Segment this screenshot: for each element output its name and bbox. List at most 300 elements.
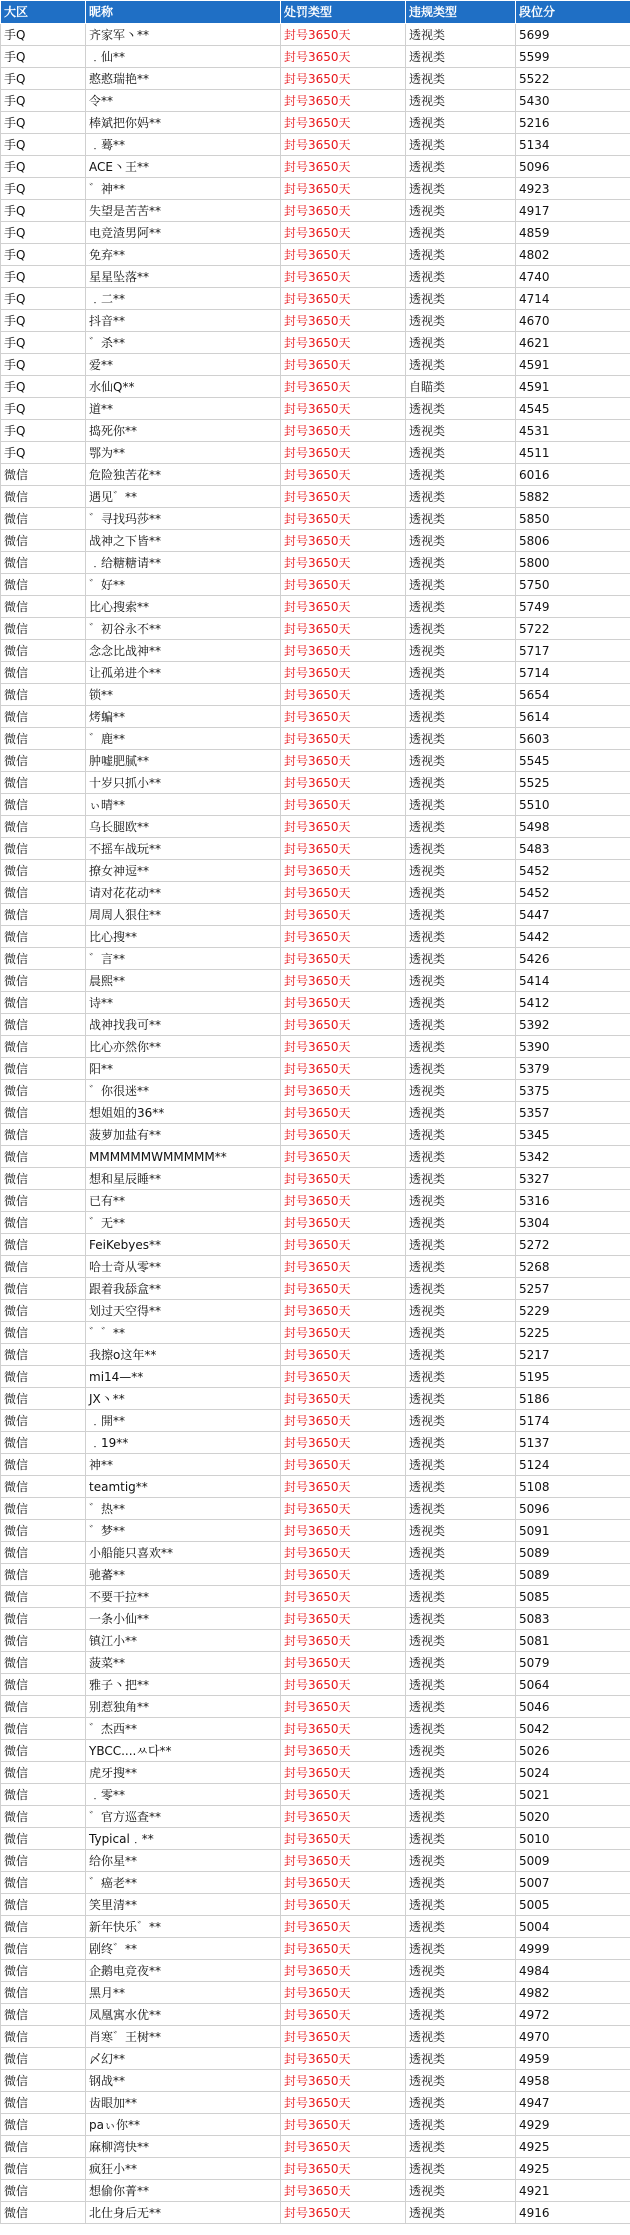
table-row: [1, 200, 630, 222]
cell-nickname: 雅子丶把**: [86, 1674, 281, 1696]
cell-nickname: 战神找我可**: [86, 1014, 281, 1036]
cell-penalty-type: 封号3650天: [281, 1630, 406, 1652]
table-row: [1, 310, 630, 332]
cell-nickname: ﹒给糖糖请**: [86, 552, 281, 574]
cell-rank-score: 5217: [516, 1344, 630, 1366]
cell-nickname: 比心搜索**: [86, 596, 281, 618]
cell-penalty-type: 封号3650天: [281, 2136, 406, 2158]
table-row: [1, 1894, 630, 1916]
cell-nickname: ゛神**: [86, 178, 281, 200]
cell-nickname: 虎牙搜**: [86, 1762, 281, 1784]
cell-rank-score: 5216: [516, 112, 630, 134]
cell-rank-score: 4714: [516, 288, 630, 310]
cell-penalty-type: 封号3650天: [281, 90, 406, 112]
cell-penalty-type: 封号3650天: [281, 1322, 406, 1344]
cell-penalty-type: 封号3650天: [281, 1586, 406, 1608]
table-row: [1, 970, 630, 992]
cell-violation-type: 透视类: [406, 1542, 516, 1564]
cell-rank-score: 4545: [516, 398, 630, 420]
table-row: [1, 574, 630, 596]
cell-penalty-type: 封号3650天: [281, 1850, 406, 1872]
cell-violation-type: 透视类: [406, 310, 516, 332]
cell-violation-type: 透视类: [406, 772, 516, 794]
cell-penalty-type: 封号3650天: [281, 244, 406, 266]
cell-rank-score: 5021: [516, 1784, 630, 1806]
cell-penalty-type: 封号3650天: [281, 24, 406, 46]
cell-rank-score: 5717: [516, 640, 630, 662]
cell-nickname: ゛寻找玛莎**: [86, 508, 281, 530]
cell-penalty-type: 封号3650天: [281, 1256, 406, 1278]
cell-region: 微信: [1, 1036, 86, 1058]
table-row: [1, 1146, 630, 1168]
cell-penalty-type: 封号3650天: [281, 1652, 406, 1674]
table-row: [1, 244, 630, 266]
cell-violation-type: 透视类: [406, 1718, 516, 1740]
cell-penalty-type: 封号3650天: [281, 618, 406, 640]
cell-violation-type: 透视类: [406, 1256, 516, 1278]
cell-nickname: 不摇车战玩**: [86, 838, 281, 860]
table-row: [1, 1256, 630, 1278]
header-nickname: 昵称: [86, 1, 281, 24]
cell-region: 微信: [1, 1806, 86, 1828]
table-row: [1, 24, 630, 46]
cell-region: 微信: [1, 1916, 86, 1938]
cell-nickname: 请对花花动**: [86, 882, 281, 904]
cell-rank-score: 4740: [516, 266, 630, 288]
cell-penalty-type: 封号3650天: [281, 1498, 406, 1520]
cell-violation-type: 透视类: [406, 288, 516, 310]
cell-rank-score: 5229: [516, 1300, 630, 1322]
cell-violation-type: 透视类: [406, 354, 516, 376]
cell-violation-type: 透视类: [406, 1388, 516, 1410]
cell-region: 微信: [1, 1124, 86, 1146]
cell-penalty-type: 封号3650天: [281, 596, 406, 618]
cell-region: 微信: [1, 1300, 86, 1322]
cell-penalty-type: 封号3650天: [281, 2092, 406, 2114]
table-row: [1, 662, 630, 684]
cell-penalty-type: 封号3650天: [281, 1410, 406, 1432]
cell-penalty-type: 封号3650天: [281, 1564, 406, 1586]
cell-nickname: 比心搜**: [86, 926, 281, 948]
cell-rank-score: 5510: [516, 794, 630, 816]
header-violation-type: 违规类型: [406, 1, 516, 24]
cell-rank-score: 5806: [516, 530, 630, 552]
cell-region: 微信: [1, 2048, 86, 2070]
cell-penalty-type: 封号3650天: [281, 178, 406, 200]
cell-region: 微信: [1, 1872, 86, 1894]
cell-region: 微信: [1, 1850, 86, 1872]
cell-region: 手Q: [1, 156, 86, 178]
cell-rank-score: 5525: [516, 772, 630, 794]
cell-rank-score: 5345: [516, 1124, 630, 1146]
cell-rank-score: 5483: [516, 838, 630, 860]
cell-violation-type: 透视类: [406, 618, 516, 640]
cell-rank-score: 5004: [516, 1916, 630, 1938]
table-row: [1, 948, 630, 970]
cell-penalty-type: 封号3650天: [281, 1212, 406, 1234]
cell-violation-type: 透视类: [406, 574, 516, 596]
cell-violation-type: 透视类: [406, 1938, 516, 1960]
cell-nickname: ゛无**: [86, 1212, 281, 1234]
cell-penalty-type: 封号3650天: [281, 1124, 406, 1146]
cell-penalty-type: 封号3650天: [281, 926, 406, 948]
cell-penalty-type: 封号3650天: [281, 530, 406, 552]
table-row: [1, 1938, 630, 1960]
cell-violation-type: 透视类: [406, 860, 516, 882]
cell-nickname: 镇江小**: [86, 1630, 281, 1652]
cell-rank-score: 5007: [516, 1872, 630, 1894]
cell-nickname: 肿嘘肥腻**: [86, 750, 281, 772]
cell-violation-type: 透视类: [406, 992, 516, 1014]
cell-penalty-type: 封号3650天: [281, 112, 406, 134]
cell-nickname: 念念比战神**: [86, 640, 281, 662]
cell-rank-score: 4929: [516, 2114, 630, 2136]
cell-region: 微信: [1, 2202, 86, 2224]
cell-penalty-type: 封号3650天: [281, 1366, 406, 1388]
table-row: [1, 1388, 630, 1410]
cell-region: 微信: [1, 1432, 86, 1454]
cell-violation-type: 透视类: [406, 1740, 516, 1762]
cell-rank-score: 4621: [516, 332, 630, 354]
table-row: [1, 354, 630, 376]
cell-region: 微信: [1, 1784, 86, 1806]
cell-nickname: ACE丶王**: [86, 156, 281, 178]
cell-penalty-type: 封号3650天: [281, 1718, 406, 1740]
cell-nickname: 战神之下皆**: [86, 530, 281, 552]
cell-nickname: 划过天空得**: [86, 1300, 281, 1322]
table-row: [1, 156, 630, 178]
table-row: [1, 1652, 630, 1674]
cell-violation-type: 透视类: [406, 1036, 516, 1058]
cell-nickname: 齿眼加**: [86, 2092, 281, 2114]
table-row: [1, 112, 630, 134]
cell-rank-score: 4923: [516, 178, 630, 200]
cell-violation-type: 透视类: [406, 1300, 516, 1322]
cell-rank-score: 5414: [516, 970, 630, 992]
cell-rank-score: 5426: [516, 948, 630, 970]
table-row: [1, 2180, 630, 2202]
table-row: [1, 2114, 630, 2136]
cell-rank-score: 5316: [516, 1190, 630, 1212]
table-row: [1, 2048, 630, 2070]
cell-penalty-type: 封号3650天: [281, 948, 406, 970]
cell-nickname: ゛好**: [86, 574, 281, 596]
cell-nickname: 想偷你菁**: [86, 2180, 281, 2202]
cell-nickname: MMMMMMWMMMMM**: [86, 1146, 281, 1168]
cell-violation-type: 透视类: [406, 200, 516, 222]
cell-region: 微信: [1, 1278, 86, 1300]
table-row: [1, 1454, 630, 1476]
cell-violation-type: 透视类: [406, 1674, 516, 1696]
cell-rank-score: 5083: [516, 1608, 630, 1630]
cell-nickname: 锁**: [86, 684, 281, 706]
cell-nickname: 鄂为**: [86, 442, 281, 464]
cell-rank-score: 5089: [516, 1564, 630, 1586]
cell-penalty-type: 封号3650天: [281, 354, 406, 376]
table-body: [1, 24, 630, 2224]
cell-rank-score: 5024: [516, 1762, 630, 1784]
table-row: [1, 1586, 630, 1608]
cell-rank-score: 4531: [516, 420, 630, 442]
cell-violation-type: 透视类: [406, 1278, 516, 1300]
cell-penalty-type: 封号3650天: [281, 266, 406, 288]
cell-rank-score: 4947: [516, 2092, 630, 2114]
cell-nickname: ゛梦**: [86, 1520, 281, 1542]
table-row: [1, 1322, 630, 1344]
table-row: [1, 1278, 630, 1300]
table-row: [1, 926, 630, 948]
cell-region: 微信: [1, 596, 86, 618]
cell-violation-type: 透视类: [406, 1410, 516, 1432]
cell-violation-type: 透视类: [406, 1190, 516, 1212]
cell-nickname: 免弃**: [86, 244, 281, 266]
cell-penalty-type: 封号3650天: [281, 486, 406, 508]
cell-rank-score: 5722: [516, 618, 630, 640]
cell-nickname: 肖寒゛王树**: [86, 2026, 281, 2048]
cell-rank-score: 5134: [516, 134, 630, 156]
header-rank-score: 段位分: [516, 1, 630, 24]
cell-nickname: 别惹独角**: [86, 1696, 281, 1718]
cell-region: 微信: [1, 684, 86, 706]
cell-violation-type: 透视类: [406, 640, 516, 662]
cell-penalty-type: 封号3650天: [281, 2180, 406, 2202]
cell-region: 微信: [1, 640, 86, 662]
cell-region: 微信: [1, 750, 86, 772]
table-row: [1, 618, 630, 640]
table-row: [1, 1520, 630, 1542]
cell-rank-score: 5089: [516, 1542, 630, 1564]
table-row: [1, 816, 630, 838]
table-row: [1, 684, 630, 706]
cell-region: 微信: [1, 948, 86, 970]
cell-rank-score: 4591: [516, 376, 630, 398]
cell-penalty-type: 封号3650天: [281, 2114, 406, 2136]
cell-penalty-type: 封号3650天: [281, 816, 406, 838]
cell-nickname: ﹒二**: [86, 288, 281, 310]
cell-nickname: ぃ晴**: [86, 794, 281, 816]
cell-rank-score: 5522: [516, 68, 630, 90]
cell-penalty-type: 封号3650天: [281, 1190, 406, 1212]
cell-violation-type: 透视类: [406, 1080, 516, 1102]
cell-rank-score: 5268: [516, 1256, 630, 1278]
cell-violation-type: 透视类: [406, 794, 516, 816]
cell-nickname: 比心亦然你**: [86, 1036, 281, 1058]
cell-violation-type: 透视类: [406, 750, 516, 772]
cell-penalty-type: 封号3650天: [281, 2158, 406, 2180]
cell-violation-type: 透视类: [406, 156, 516, 178]
cell-region: 微信: [1, 706, 86, 728]
cell-region: 微信: [1, 1168, 86, 1190]
cell-violation-type: 透视类: [406, 244, 516, 266]
cell-penalty-type: 封号3650天: [281, 992, 406, 1014]
cell-region: 微信: [1, 662, 86, 684]
cell-region: 微信: [1, 904, 86, 926]
cell-penalty-type: 封号3650天: [281, 46, 406, 68]
cell-region: 微信: [1, 574, 86, 596]
cell-rank-score: 6016: [516, 464, 630, 486]
table-row: [1, 2092, 630, 2114]
cell-violation-type: 透视类: [406, 2026, 516, 2048]
cell-penalty-type: 封号3650天: [281, 420, 406, 442]
cell-nickname: ゛你很迷**: [86, 1080, 281, 1102]
cell-region: 微信: [1, 1410, 86, 1432]
cell-nickname: 晨熙**: [86, 970, 281, 992]
cell-region: 微信: [1, 1960, 86, 1982]
table-row: [1, 376, 630, 398]
table-row: [1, 728, 630, 750]
cell-nickname: ゛癌老**: [86, 1872, 281, 1894]
table-row: [1, 2136, 630, 2158]
cell-region: 手Q: [1, 288, 86, 310]
cell-region: 微信: [1, 464, 86, 486]
table-row: [1, 992, 630, 1014]
cell-region: 微信: [1, 1212, 86, 1234]
cell-region: 微信: [1, 882, 86, 904]
cell-violation-type: 透视类: [406, 552, 516, 574]
cell-penalty-type: 封号3650天: [281, 2202, 406, 2224]
table-row: [1, 2158, 630, 2180]
cell-penalty-type: 封号3650天: [281, 332, 406, 354]
cell-penalty-type: 封号3650天: [281, 288, 406, 310]
cell-penalty-type: 封号3650天: [281, 1872, 406, 1894]
cell-penalty-type: 封号3650天: [281, 860, 406, 882]
cell-rank-score: 4916: [516, 2202, 630, 2224]
cell-nickname: 齐家军丶**: [86, 24, 281, 46]
cell-region: 手Q: [1, 354, 86, 376]
cell-nickname: 新年快乐゛**: [86, 1916, 281, 1938]
cell-region: 微信: [1, 1388, 86, 1410]
table-row: [1, 552, 630, 574]
cell-penalty-type: 封号3650天: [281, 2070, 406, 2092]
cell-nickname: ﹒仙**: [86, 46, 281, 68]
cell-region: 手Q: [1, 46, 86, 68]
cell-rank-score: 4859: [516, 222, 630, 244]
table-row: [1, 1762, 630, 1784]
cell-violation-type: 透视类: [406, 1696, 516, 1718]
cell-rank-score: 5390: [516, 1036, 630, 1058]
cell-region: 微信: [1, 1630, 86, 1652]
cell-penalty-type: 封号3650天: [281, 750, 406, 772]
cell-region: 手Q: [1, 68, 86, 90]
cell-penalty-type: 封号3650天: [281, 838, 406, 860]
cell-nickname: 电竞渣男阿**: [86, 222, 281, 244]
cell-region: 微信: [1, 1740, 86, 1762]
cell-penalty-type: 封号3650天: [281, 508, 406, 530]
cell-region: 微信: [1, 2026, 86, 2048]
cell-nickname: 星星坠落**: [86, 266, 281, 288]
cell-rank-score: 5046: [516, 1696, 630, 1718]
cell-region: 微信: [1, 1476, 86, 1498]
cell-penalty-type: 封号3650天: [281, 684, 406, 706]
cell-nickname: 剧终゛**: [86, 1938, 281, 1960]
cell-penalty-type: 封号3650天: [281, 1960, 406, 1982]
cell-rank-score: 5005: [516, 1894, 630, 1916]
cell-rank-score: 5749: [516, 596, 630, 618]
cell-nickname: 钢战**: [86, 2070, 281, 2092]
cell-penalty-type: 封号3650天: [281, 464, 406, 486]
cell-region: 微信: [1, 970, 86, 992]
cell-region: 手Q: [1, 376, 86, 398]
table-row: [1, 1850, 630, 1872]
cell-violation-type: 透视类: [406, 2158, 516, 2180]
cell-penalty-type: 封号3650天: [281, 1300, 406, 1322]
cell-violation-type: 透视类: [406, 134, 516, 156]
cell-region: 微信: [1, 1938, 86, 1960]
cell-region: 微信: [1, 1828, 86, 1850]
cell-penalty-type: 封号3650天: [281, 794, 406, 816]
cell-violation-type: 透视类: [406, 112, 516, 134]
cell-region: 微信: [1, 1014, 86, 1036]
cell-penalty-type: 封号3650天: [281, 1520, 406, 1542]
cell-violation-type: 透视类: [406, 1828, 516, 1850]
cell-nickname: ゛杀**: [86, 332, 281, 354]
cell-region: 微信: [1, 1674, 86, 1696]
cell-violation-type: 透视类: [406, 1586, 516, 1608]
cell-region: 手Q: [1, 332, 86, 354]
cell-region: 手Q: [1, 266, 86, 288]
table-row: [1, 266, 630, 288]
cell-penalty-type: 封号3650天: [281, 1058, 406, 1080]
table-row: [1, 1564, 630, 1586]
table-row: [1, 178, 630, 200]
cell-region: 微信: [1, 486, 86, 508]
cell-penalty-type: 封号3650天: [281, 1674, 406, 1696]
table-row: [1, 442, 630, 464]
cell-nickname: Typical﹒**: [86, 1828, 281, 1850]
table-row: [1, 750, 630, 772]
cell-penalty-type: 封号3650天: [281, 1036, 406, 1058]
cell-region: 微信: [1, 1982, 86, 2004]
cell-violation-type: 透视类: [406, 1608, 516, 1630]
cell-rank-score: 5452: [516, 882, 630, 904]
cell-violation-type: 透视类: [406, 398, 516, 420]
cell-region: 微信: [1, 1190, 86, 1212]
table-row: [1, 1608, 630, 1630]
table-row: [1, 640, 630, 662]
cell-region: 微信: [1, 1454, 86, 1476]
cell-violation-type: 透视类: [406, 1960, 516, 1982]
cell-violation-type: 透视类: [406, 1630, 516, 1652]
cell-region: 微信: [1, 1058, 86, 1080]
cell-region: 微信: [1, 2004, 86, 2026]
cell-nickname: 烤蝙**: [86, 706, 281, 728]
cell-nickname: 诗**: [86, 992, 281, 1014]
cell-rank-score: 5272: [516, 1234, 630, 1256]
cell-region: 微信: [1, 552, 86, 574]
cell-violation-type: 透视类: [406, 486, 516, 508]
cell-penalty-type: 封号3650天: [281, 1696, 406, 1718]
table-row: [1, 1366, 630, 1388]
cell-rank-score: 5447: [516, 904, 630, 926]
table-row: [1, 1960, 630, 1982]
cell-nickname: paぃ你**: [86, 2114, 281, 2136]
cell-nickname: FeiKebyes**: [86, 1234, 281, 1256]
cell-rank-score: 5096: [516, 156, 630, 178]
table-row: [1, 1674, 630, 1696]
cell-violation-type: 透视类: [406, 464, 516, 486]
table-row: [1, 1234, 630, 1256]
cell-nickname: YBCC....ㅆ다**: [86, 1740, 281, 1762]
table-row: [1, 2004, 630, 2026]
cell-penalty-type: 封号3650天: [281, 2048, 406, 2070]
cell-region: 微信: [1, 2114, 86, 2136]
cell-rank-score: 5081: [516, 1630, 630, 1652]
cell-rank-score: 5010: [516, 1828, 630, 1850]
cell-rank-score: 4970: [516, 2026, 630, 2048]
cell-penalty-type: 封号3650天: [281, 1740, 406, 1762]
cell-region: 微信: [1, 1146, 86, 1168]
cell-penalty-type: 封号3650天: [281, 134, 406, 156]
